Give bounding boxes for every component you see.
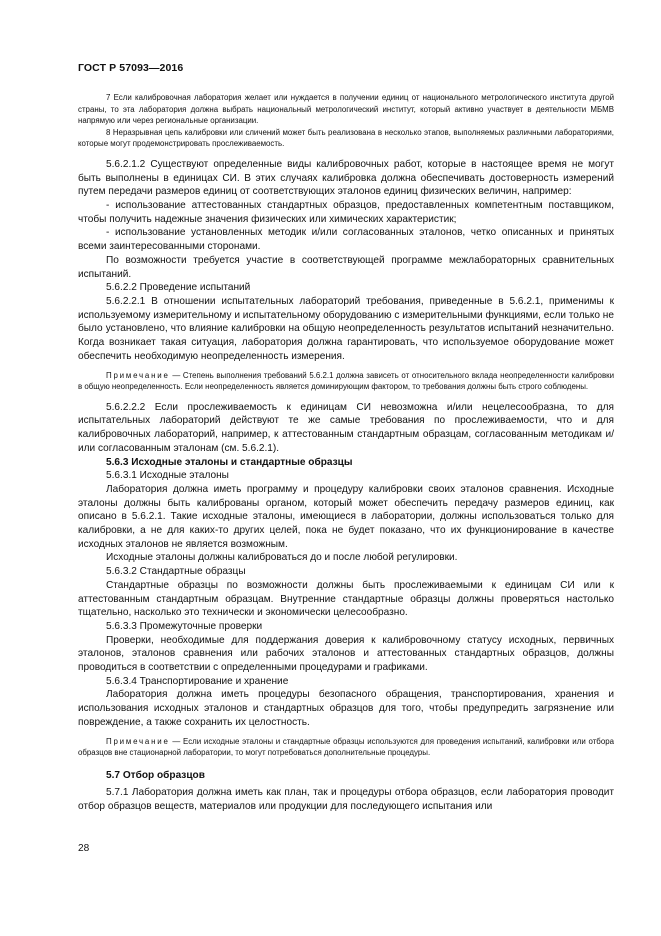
paragraph-5-6-3-2: Стандартные образцы по возможности должны быть прослеживаемыми к единицам СИ или к аттестованным стандартным образцам. Внутренние стандартные образцы должны проверяться настолько тщательно, насколько это технически и экономически целесообразно.	[78, 579, 614, 619]
note-standards	[78, 736, 614, 759]
section-heading-5-6-2-2: 5.6.2.2 Проведение испытаний	[106, 282, 251, 294]
paragraph-5-7-1: 5.7.1 Лаборатория должна иметь как план, так и процедуры отбора образцов, если лаборатория проводит отбор образцов веществ, материалов или продукции для последующего испытания или	[78, 787, 614, 813]
paragraph-5-6-3-4: Лаборатория должна иметь процедуры безопасного обращения, транспортирования, хранения и использования исходных эталонов и стандартных образцов для того, чтобы предупредить загрязнение или повреждение, а также сохранить их целостность.	[78, 689, 614, 728]
note-text: — Степень выполнения требований 5.6.2.1 должна зависеть от относительного вклада неопределенности калибровки в общую неопределенность. Если неопределенность является доминирующим фактором, то требования должны быть строго соблюдены.	[78, 370, 614, 392]
paragraph-5-6-2-2-1: 5.6.2.2.1 В отношении испытательных лабораторий требования, приведенные в 5.6.2.1, применимы к используемому измерительному и испытательному оборудованию с измерительными функциями, если только не было установлено, что влияние калибровки на общую неопределенность результатов испытаний незначительно. Когда возникает такая ситуация, лаборатория должна гарантировать, что используемое оборудование может обеспечить необходимую неопределенность измерения.	[78, 296, 614, 362]
section-heading-5-6-3-3: 5.6.3.3 Промежуточные проверки	[106, 620, 263, 632]
page-number: 28	[78, 843, 90, 854]
section-heading-5-6-3-1: 5.6.3.1 Исходные эталоны	[106, 470, 229, 482]
document-body	[78, 92, 614, 814]
section-heading-5-6-3: 5.6.3 Исходные эталоны и стандартные образцы	[106, 456, 353, 468]
paragraph-5-6-2-1-2: 5.6.2.1.2 Существуют определенные виды калибровочных работ, которые в настоящее время не могут быть выполнены в единицах СИ. В этих случаях калибровка должна обеспечивать достоверность измерений путем передачи размеров единиц от соответствующих эталонов единиц физических величин, например:	[78, 158, 614, 198]
list-item: - использование аттестованных стандартных образцов, предоставленных компетентным поставщиком, чтобы получить надежные значения физических или химических характеристик;	[78, 200, 614, 225]
paragraph-participation: По возможности требуется участие в соответствующей программе межлабораторных сравнительных испытаний.	[78, 254, 614, 280]
paragraph-5-6-3-1-b: Исходные эталоны должны калиброваться до и после любой регулировки.	[106, 552, 458, 564]
paragraph-5-6-3-3: Проверки, необходимые для поддержания доверия к калибровочному статусу исходных, первичных эталонов, эталонов сравнения или рабочих эталонов и аттестованных стандартных образцов, должны проводиться в соответствии с определенными процедурами и графиками.	[78, 634, 614, 674]
note-7: 7 Если калибровочная лаборатория желает или нуждается в получении единиц от национального метрологического института другой страны, то эта лаборатория должна выбрать национальный метрологический институт, который активно участвует в деятельности МБМВ напрямую или через региональные организации.	[78, 93, 614, 126]
note-label: Примечание	[106, 736, 170, 746]
section-heading-5-6-3-2: 5.6.3.2 Стандартные образцы	[106, 566, 246, 578]
list-item: - использование установленных методик и/или согласованных эталонов, четко описанных и принятых всеми заинтересованными сторонами.	[78, 227, 614, 253]
paragraph-5-6-3-1: Лаборатория должна иметь программу и процедуру калибровки своих эталонов сравнения. Исходные эталоны должны быть калиброваны органом, который может обеспечить передачу размеров единиц, как описано в 5.6.2.1. Такие исходные эталоны, имеющиеся в лаборатории, должны использоваться только для калибровки, а не для каких-то других целей, пока не будет показано, что их функционирование в качестве исходных эталонов не является возможным.	[78, 483, 614, 550]
note-text: — Если исходные эталоны и стандартные образцы используются для проведения испытаний, калибровки или отбора образцов вне стационарной лаборатории, то могут потребоваться дополнительные процедуры.	[78, 736, 614, 758]
document-header: ГОСТ Р 57093—2016	[78, 62, 184, 74]
note-8: 8 Неразрывная цепь калибровки или сличений может быть реализована в несколько этапов, выполняемых различными лабораториями, которые могут продемонстрировать прослеживаемость.	[78, 127, 614, 149]
note-label: Примечание	[106, 370, 170, 380]
section-heading-5-6-3-4: 5.6.3.4 Транспортирование и хранение	[106, 675, 289, 687]
section-heading-5-7: 5.7 Отбор образцов	[106, 769, 205, 781]
paragraph-5-6-2-2-2: 5.6.2.2.2 Если прослеживаемость к единицам СИ невозможна и/или нецелесообразна, то для испытательных лабораторий действуют те же самые требования по прослеживаемости, что и для калибровочных лабораторий, например, к аттестованным стандартным образцам, согласованным методикам и/или согласованным эталонам (см. 5.6.2.1).	[78, 401, 614, 454]
note-calibration	[78, 370, 614, 393]
